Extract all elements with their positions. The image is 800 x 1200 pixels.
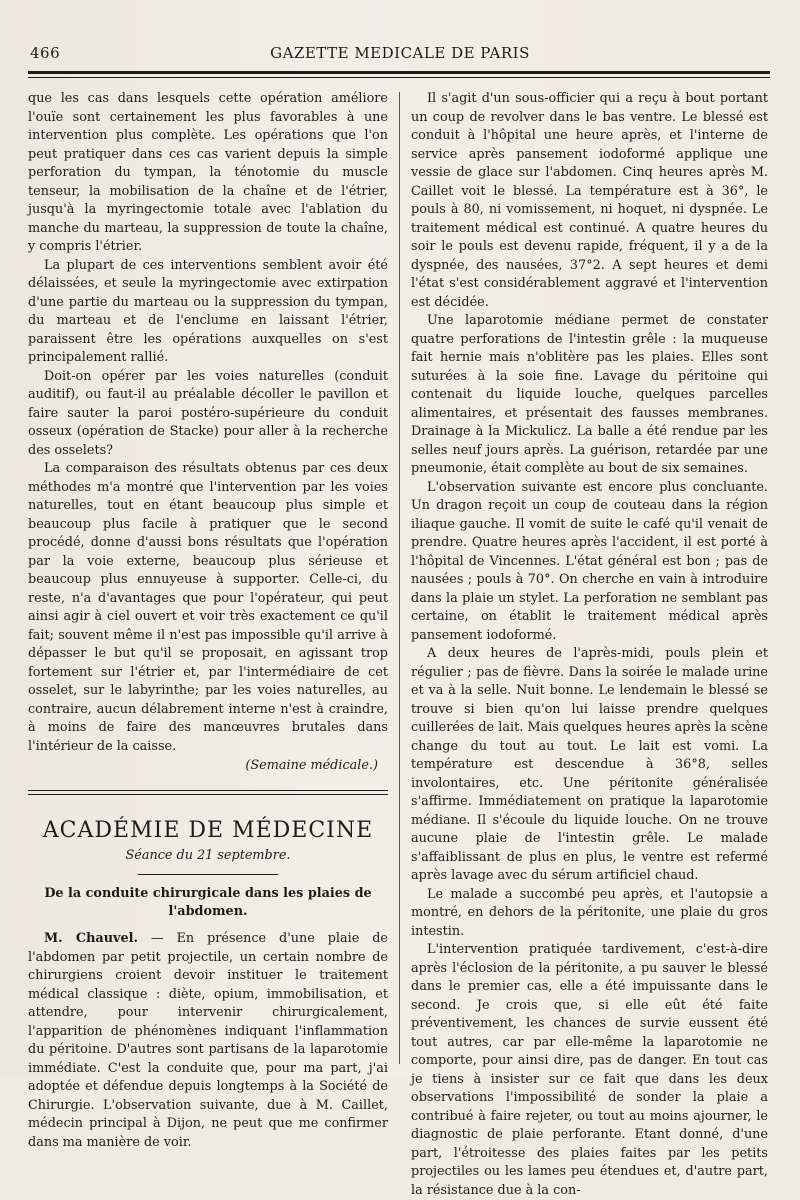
source-signature: (Semaine médicale.) [245,758,378,773]
paragraph: que les cas dans lesquels cette opération améliore l'ouïe sont certainement les plus favorables à une intervention plus complète. Les opérations que l'on peut pratiquer dans ces cas varient depuis la simple perforation du tympan, la ténotomie du muscle tenseur, la mobilisation de la chaîne et de l'étrier, jusqu'à la myringectomie totale avec l'ablation du manche du marteau, la suppression de toute la chaîne, y compris l'étrier. [28,91,388,254]
paragraph: L'observation suivante est encore plus concluante. Un dragon reçoit un coup de couteau dans la région iliaque gauche. Il vomit de suite le café qu'il venait de prendre. Quatre heures après l'accident, il est porté à l'hôpital de Vincennes. L'état général est bon ; pas de nausées ; pouls à 70°. On cherche en vain à introduire dans la plaie un stylet. La perforation ne semblant pas certaine, on établit le traitement médical après pansement iodoformé. [411,479,768,643]
session-separator [138,874,278,875]
paragraph: Il s'agit d'un sous-officier qui a reçu à bout portant un coup de revolver dans le bas ventre. Le blessé est conduit à l'hôpital une heure après, et l'interne de service après pansement iodoformé applique une vessie de glace sur l'abdomen. Cinq heures après M. Caillet voit le blessé. La température est à 36°, le pouls à 80, ni vomissement, ni hoquet, ni dyspnée. Le traitement médical est continué. A quatre heures du soir le pouls est devenu rapide, fréquent, il y a de la dyspnée, des nausées, 37°2. A sept heures et demi l'état s'est considérablement aggravé et l'intervention est décidée. [411,91,768,310]
running-title: GAZETTE MEDICALE DE PARIS [270,44,530,62]
section-rule [28,790,388,791]
paragraph: La plupart de ces interventions semblent avoir été délaissées, et seule la myringectomie avec extirpation d'une partie du marteau ou la suppression du tympan, du marteau et de l'enclume en laissant l'étrier, paraissent être les opérations auxquelles on s'est principalement rallié. [28,257,388,365]
article-title: De la conduite chirurgicale dans les plaies de l'abdomen. [44,886,372,919]
header-rule-thick [28,71,770,74]
paragraph: A deux heures de l'après-midi, pouls plein et régulier ; pas de fièvre. Dans la soirée le malade urine et va à la selle. Nuit bonne. Le lendemain le blessé se trouve si bien qu'on lui laisse prendre quelques cuillerées de lait. Mais quelques heures après la scène change du tout au tout. Le lait est vomi. La température est descendue à 36°8, selles involontaires, etc. Une péritonite généralisée s'affirme. Immédiatement on pratique la laparotomie médiane. Il s'écoule du liquide louche. On ne trouve aucune plaie de l'intestin grêle. Le malade s'affaiblissant de plus en plus, le ventre est refermé après lavage avec du sérum artificiel chaud. [411,646,768,883]
header-rule-thin [28,77,770,78]
speaker-name: M. Chauvel. [44,931,138,946]
section-rule [28,794,388,795]
paragraph: La comparaison des résultats obtenus par ces deux méthodes m'a montré que l'intervention par les voies naturelles, tout en étant beaucoup plus simple et beaucoup plus facile à pratiquer que le second procédé, donne d'aussi bons résultats que l'opération par la voie externe, beaucoup plus sérieuse et beaucoup plus ennuyeuse à supporter. Celle-ci, du reste, n'a d'avantages que pour l'opérateur, qui peut ainsi agir à ciel ouvert et voir très exactement ce qu'il fait; souvent même il n'est pas impossible qu'il arrive à dépasser le but qu'il se proposait, en agissant trop fortement sur l'étrier et, par l'intermédiaire de cet osselet, sur le labyrinthe; par les voies naturelles, au contraire, aucun délabrement interne n'est à craindre, à moins de faire des manœuvres brutales dans l'intérieur de la caisse. [28,461,388,754]
column-divider [399,92,400,1064]
page-number: 466 [30,44,61,62]
speaker-text: — En présence d'une plaie de l'abdomen par petit projectile, un certain nombre de chirurgiens croient devoir instituer le traitement médical classique : diète, opium, immobilisation, et attendre, pour intervenir chirurgicalement, l'apparition de phénomènes indiquant l'inflammation du péritoine. D'autres sont partisans de la laparotomie immédiate. C'est la conduite que, pour ma part, j'ai adoptée et défendue depuis longtemps à la Société de Chirurgie. L'observation suivante, due à M. Caillet, médecin principal à Dijon, ne peut que me confirmer dans ma manière de voir. [28,931,388,1150]
paragraph [28,930,388,1152]
paragraph: Une laparotomie médiane permet de constater quatre perforations de l'intestin grêle : la muqueuse fait hernie mais n'oblitère pas les plaies. Elles sont suturées à la soie fine. Lavage du péritoine qui contenait du liquide louche, quelques parcelles alimentaires, et présentait des fausses membranes. Drainage à la Mickulicz. La balle a été rendue par les selles neuf jours après. La guérison, retardée par une pneumonie, était complète au bout de six semaines. [411,313,768,476]
paragraph: L'intervention pratiquée tardivement, c'est-à-dire après l'éclosion de la péritonite, a pu sauver le blessé dans le premier cas, elle a été impuissante dans le second. Je crois que, si elle eût été faite préventivement, les chances de survie eussent été tout autres, car par elle-même la laparotomie ne comporte, pour ainsi dire, pas de danger. En tout cas je tiens à insister sur ce fait que dans les deux observations l'impossibilité de sonder la plaie a contribué à faire rejeter, ou tout au moins ajourner, le diagnostic de plaie perforante. Etant donné, d'une part, l'étroitesse des plaies faites par les petits projectiles ou les lames peu étendues et, d'autre part, la résistance due à la con- [411,942,768,1198]
section-title: ACADÉMIE DE MÉDECINE [42,817,374,843]
session-date: Séance du 21 septembre. [125,847,291,863]
page-header [30,44,770,66]
paragraph: Doit-on opérer par les voies naturelles (conduit auditif), ou faut-il au préalable décoller le pavillon et faire sauter la paroi postéro-supérieure du conduit osseux (opération de Stacke) pour aller à la recherche des osselets? [28,368,388,458]
left-column [28,90,388,1152]
paragraph: Le malade a succombé peu après, et l'autopsie a montré, en dehors de la péritonite, une plaie du gros intestin. [411,886,768,939]
right-column [411,90,768,1200]
